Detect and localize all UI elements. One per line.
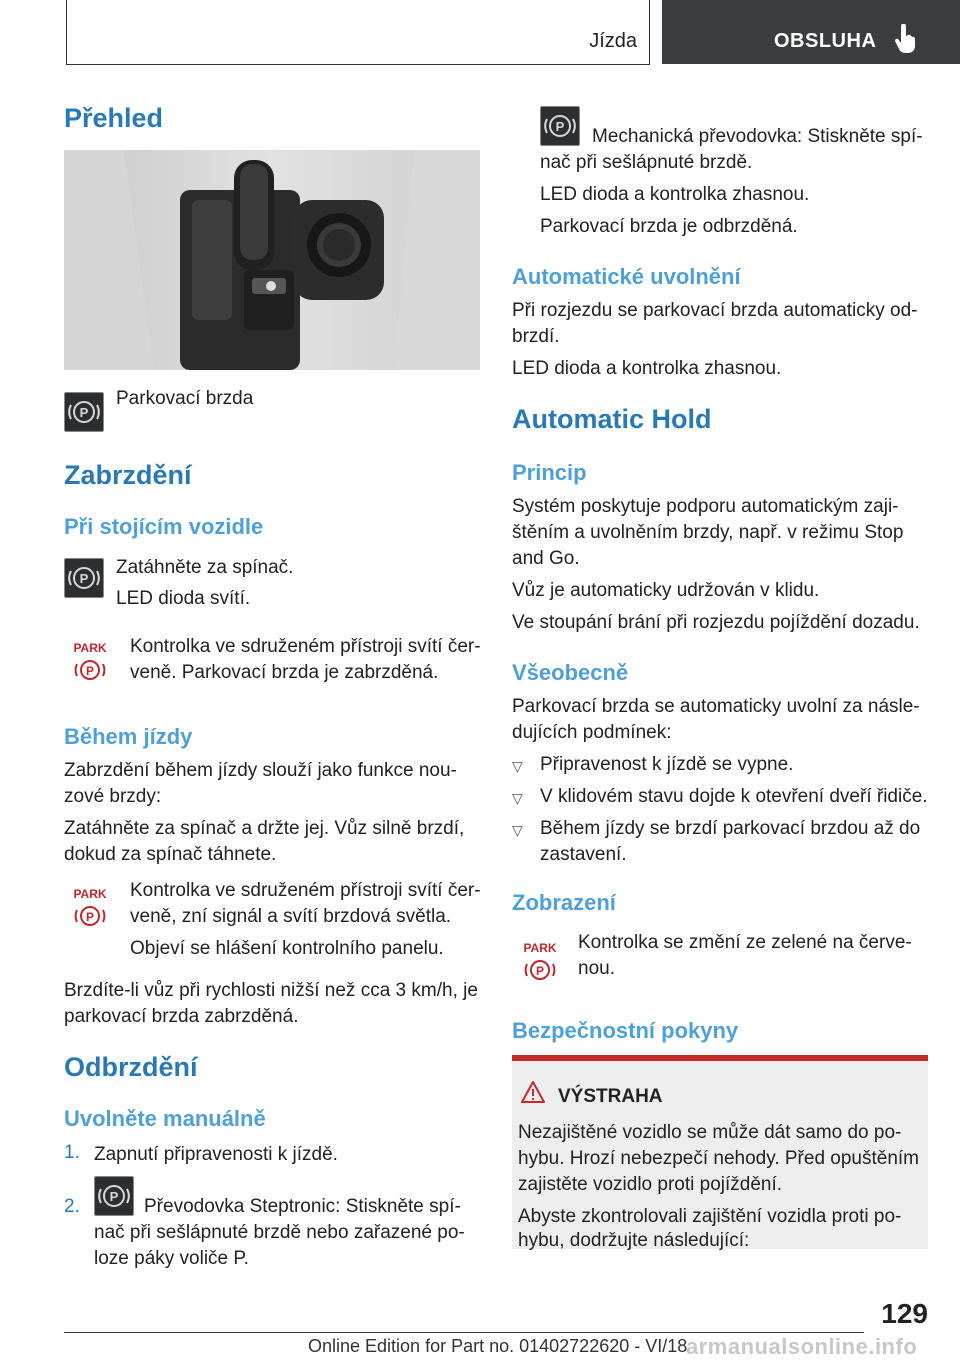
- park-warning-icon: [520, 940, 560, 984]
- paragraph: Zatáhněte za spínač.: [116, 557, 294, 578]
- hand-pointer-icon: [894, 24, 916, 54]
- paragraph: parkovací brzda zabrzděná.: [64, 1006, 299, 1027]
- paragraph: dokud za spínač táhnete.: [64, 844, 277, 865]
- bullet-triangle-icon: ▽: [512, 790, 523, 806]
- paragraph: zové brzdy:: [64, 786, 162, 807]
- p-letter: P: [79, 571, 89, 586]
- park-label: PARK: [73, 887, 107, 901]
- paragraph: nač při sešlápnuté brzdě.: [540, 152, 753, 173]
- heading-bezpecnostni-pokyny: Bezpečnostní pokyny: [512, 1018, 739, 1043]
- list-item: Připravenost k jízdě se vypne.: [540, 754, 794, 775]
- heading-prehled: Přehled: [64, 103, 164, 133]
- p-letter: P: [555, 119, 565, 134]
- paragraph: Kontrolka ve sdruženém přístroji svítí čer‐: [130, 880, 481, 901]
- paragraph: Parkovací brzda je odbrzděná.: [540, 216, 798, 237]
- photo-caption: Parkovací brzda: [116, 388, 254, 409]
- paragraph: LED dioda a kontrolka zhasnou.: [512, 358, 782, 379]
- footer-watermark-logo: armanualsonline.info: [686, 1334, 918, 1359]
- paragraph: Vůz je automaticky udržován v klidu.: [512, 580, 820, 601]
- paragraph: veně. Parkovací brzda je zabrzděná.: [130, 662, 439, 683]
- paragraph: nou.: [578, 958, 615, 979]
- paragraph: Zabrzdění během jízdy slouží jako funkce nou‐: [64, 760, 457, 781]
- paragraph: Parkovací brzda se automaticky uvolní za násle‐: [512, 696, 920, 717]
- parking-brake-button-icon: [94, 1176, 134, 1216]
- parking-brake-button-icon: [64, 558, 104, 598]
- heading-automatic-hold: Automatic Hold: [512, 404, 712, 434]
- step-text: loze páky voliče P.: [94, 1248, 249, 1269]
- warning-text: hybu, dodržujte následující:: [518, 1230, 750, 1251]
- header-chapter-label: OBSLUHA: [774, 30, 877, 52]
- bullet-triangle-icon: ▽: [512, 822, 523, 838]
- warning-triangle-icon: [520, 1080, 546, 1104]
- paragraph: and Go.: [512, 548, 580, 569]
- warning-text: hybu. Hrozí nebezpečí nehody. Před opuštěním: [518, 1148, 920, 1169]
- step-number: 2.: [64, 1196, 80, 1217]
- step-text: Převodovka Steptronic: Stiskněte spí‐: [144, 1196, 461, 1217]
- p-letter: P: [85, 910, 95, 924]
- bullet-triangle-icon: ▽: [512, 758, 523, 774]
- warning-text: Abyste zkontrolovali zajištění vozidla proti po‐: [518, 1206, 902, 1227]
- p-letter: P: [79, 405, 89, 420]
- p-letter: P: [109, 1189, 119, 1204]
- paragraph: dujících podmínek:: [512, 722, 672, 743]
- paragraph: brzdí.: [512, 326, 560, 347]
- heading-odbrzdeni: Odbrzdění: [64, 1052, 198, 1082]
- p-letter: P: [85, 664, 95, 678]
- park-warning-icon: [70, 640, 110, 684]
- heading-vseobecne: Všeobecně: [512, 660, 629, 685]
- parking-brake-button-icon: [540, 106, 580, 146]
- paragraph: štěním a uvolněním brzdy, např. v režimu Stop: [512, 522, 904, 543]
- list-item: zastavení.: [540, 844, 627, 865]
- step-text: Zapnutí připravenosti k jízdě.: [94, 1144, 338, 1165]
- paragraph: LED dioda a kontrolka zhasnou.: [540, 184, 810, 205]
- list-item: Během jízdy se brzdí parkovací brzdou až do: [540, 818, 921, 839]
- paragraph: Ve stoupání brání při rozjezdu pojíždění dozadu.: [512, 612, 920, 633]
- paragraph: Kontrolka se změní ze zelené na červe‐: [578, 932, 912, 953]
- paragraph: Systém poskytuje podporu automatickým zaji‐: [512, 496, 899, 517]
- heading-princip: Princip: [512, 460, 587, 485]
- paragraph: Objeví se hlášení kontrolního panelu.: [130, 938, 444, 959]
- heading-uvolnete-manualne: Uvolněte manuálně: [64, 1106, 266, 1131]
- heading-automaticke-uvolneni: Automatické uvolnění: [512, 264, 741, 289]
- warning-text: zajistěte vozidlo proti pojíždění.: [518, 1174, 783, 1195]
- paragraph: Zatáhněte za spínač a držte jej. Vůz silně brzdí,: [64, 818, 465, 839]
- paragraph: Při rozjezdu se parkovací brzda automaticky od‐: [512, 300, 918, 321]
- warning-text: Nezajištěné vozidlo se může dát samo do po‐: [518, 1122, 902, 1143]
- warning-title: VÝSTRAHA: [558, 1086, 663, 1107]
- paragraph: Mechanická převodovka: Stiskněte spí‐: [592, 126, 923, 147]
- paragraph: LED dioda svítí.: [116, 588, 251, 609]
- park-label: PARK: [73, 641, 107, 655]
- paragraph: Brzdíte-li vůz při rychlosti nižší než cca 3 km/h, je: [64, 980, 478, 1001]
- heading-behem-jizdy: Během jízdy: [64, 724, 193, 749]
- heading-zobrazeni: Zobrazení: [512, 890, 616, 915]
- header-chapter-box: [662, 0, 960, 64]
- heading-zabrzdeni: Zabrzdění: [64, 460, 192, 490]
- park-warning-icon: [70, 886, 110, 930]
- footer-divider: [64, 1332, 864, 1333]
- paragraph: veně, zní signál a svítí brzdová světla.: [130, 906, 452, 927]
- step-text: nač při sešlápnuté brzdě nebo zařazené po‐: [94, 1222, 465, 1243]
- parking-brake-button-icon: [64, 392, 104, 432]
- step-number: 1.: [64, 1142, 80, 1163]
- page-number: 129: [881, 1298, 928, 1329]
- park-label: PARK: [523, 941, 557, 955]
- parking-brake-console-photo: [64, 150, 480, 370]
- p-letter: P: [535, 964, 545, 978]
- footer-edition: Online Edition for Part no. 01402722620 - VI/18: [308, 1336, 688, 1356]
- list-item: V klidovém stavu dojde k otevření dveří řidiče.: [540, 786, 928, 807]
- header-section-label: Jízda: [589, 30, 637, 52]
- header-section-box: [66, 0, 650, 65]
- heading-pri-stojicim: Při stojícím vozidle: [64, 514, 264, 539]
- paragraph: Kontrolka ve sdruženém přístroji svítí čer‐: [130, 636, 481, 657]
